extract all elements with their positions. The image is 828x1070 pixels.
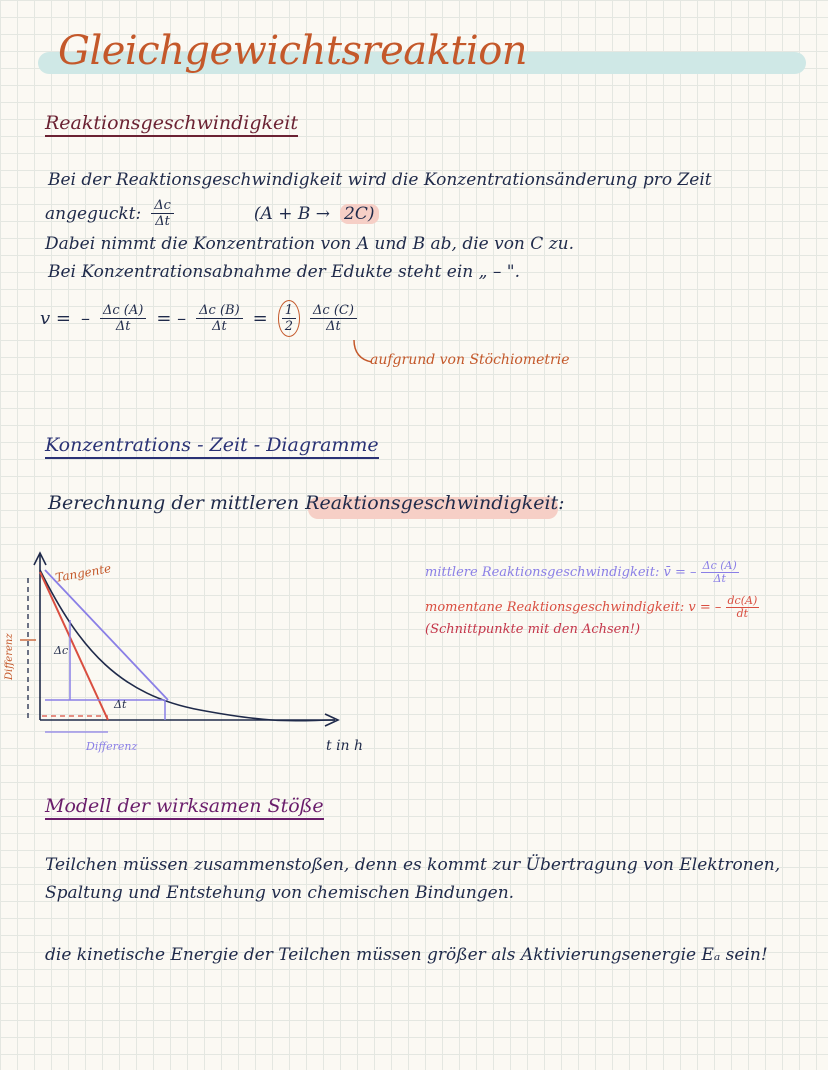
- stoichiometric-coefficient: [278, 300, 300, 337]
- section-reaktionsgeschwindigkeit-heading: Reaktionsgeschwindigkeit: [45, 112, 298, 137]
- momentary-rate-legend: [425, 595, 759, 620]
- page-title: Gleichgewichtsreaktion: [58, 28, 528, 74]
- fraction-c-den: Δt: [326, 319, 341, 334]
- v-symbol: v =: [40, 308, 71, 329]
- fraction-c: [310, 303, 357, 334]
- stoichiometry-note: aufgrund von Stöchiometrie: [370, 352, 570, 368]
- momentary-rate-formula: [726, 595, 760, 620]
- frac-denominator: Δt: [155, 214, 170, 229]
- fraction-a-den: Δt: [115, 319, 131, 334]
- fraction-c-num: Δc (C): [310, 303, 357, 319]
- fraction-b-den: Δt: [212, 319, 227, 334]
- mean-rate-legend: [425, 560, 739, 585]
- mean-rate-label: mittlere Reaktionsgeschwindigkeit:: [425, 565, 660, 580]
- differenz-x-label: Differenz: [86, 740, 138, 753]
- delta-t-label: Δt: [114, 698, 127, 711]
- rate-equation: [40, 300, 357, 337]
- coefficient-den: 2: [284, 319, 294, 334]
- activation-energy-line: die kinetische Energie der Teilchen müssen größer als Aktivierungsenergie Eₐ sein!: [45, 945, 768, 965]
- intersection-note: (Schnittpunkte mit den Achsen!): [425, 622, 641, 637]
- collision-line-2: Spaltung und Entstehung von chemischen Bindungen.: [45, 883, 515, 903]
- reaction-rhs: 2C): [340, 204, 378, 224]
- section-collision-model-heading: Modell der wirksamen Stöße: [45, 795, 324, 820]
- reaction-lhs: (A + B →: [253, 203, 331, 224]
- concentration-curve: [40, 570, 335, 721]
- delta-c-over-delta-t: [151, 198, 174, 229]
- x-axis-label: t in h: [326, 738, 364, 754]
- mean-rate-den: Δt: [713, 572, 726, 585]
- tangent-label: Tangente: [54, 561, 113, 585]
- mean-rate-formula: [701, 560, 739, 585]
- y-axis-label: [0, 533, 1, 610]
- concentration-time-diagram: [0, 510, 420, 770]
- rate-definition-line: Bei der Reaktionsgeschwindigkeit wird die Konzentrationsänderung pro Zeit: [48, 170, 712, 190]
- momentary-rate-num: dc(A): [727, 594, 758, 607]
- mean-rate-subheading: Berechnung der mittleren Reaktionsgeschwindigkeit:: [48, 492, 565, 514]
- differenz-y-label: Differenz: [4, 633, 15, 680]
- rate-definition-line-2: [45, 198, 379, 229]
- fraction-a-num: Δc (A): [100, 303, 146, 319]
- fraction-a: [100, 303, 146, 334]
- tangent-line: [40, 572, 108, 720]
- momentary-rate-symbol: v = –: [688, 600, 722, 615]
- frac-numerator: Δc: [151, 198, 174, 214]
- coefficient-num: 1: [282, 303, 296, 319]
- mean-rate-symbol: v̄ = –: [663, 565, 697, 580]
- secant-line: [45, 570, 168, 700]
- equals-minus: = –: [156, 308, 187, 329]
- delta-c-label: Δc: [54, 644, 69, 657]
- fraction-b-num: Δc (B): [196, 303, 243, 319]
- momentary-rate-den: dt: [736, 607, 749, 620]
- concentration-change-line: Dabei nimmt die Konzentration von A und B ab, die von C zu.: [45, 234, 575, 254]
- equals: =: [252, 308, 268, 329]
- momentary-rate-label: momentane Reaktionsgeschwindigkeit:: [425, 600, 685, 615]
- educt-sign-line: Bei Konzentrationsabnahme der Edukte steht ein „ – ".: [48, 262, 520, 282]
- fraction-b: [196, 303, 243, 334]
- minus-sign: –: [80, 308, 90, 329]
- collision-line-1: Teilchen müssen zusammenstoßen, denn es kommt zur Übertragung von Elektronen,: [45, 855, 781, 875]
- angeguckt-text: angeguckt:: [45, 203, 142, 224]
- section-diagrams-heading: Konzentrations - Zeit - Diagramme: [45, 434, 379, 459]
- mean-rate-num: Δc (A): [702, 559, 737, 572]
